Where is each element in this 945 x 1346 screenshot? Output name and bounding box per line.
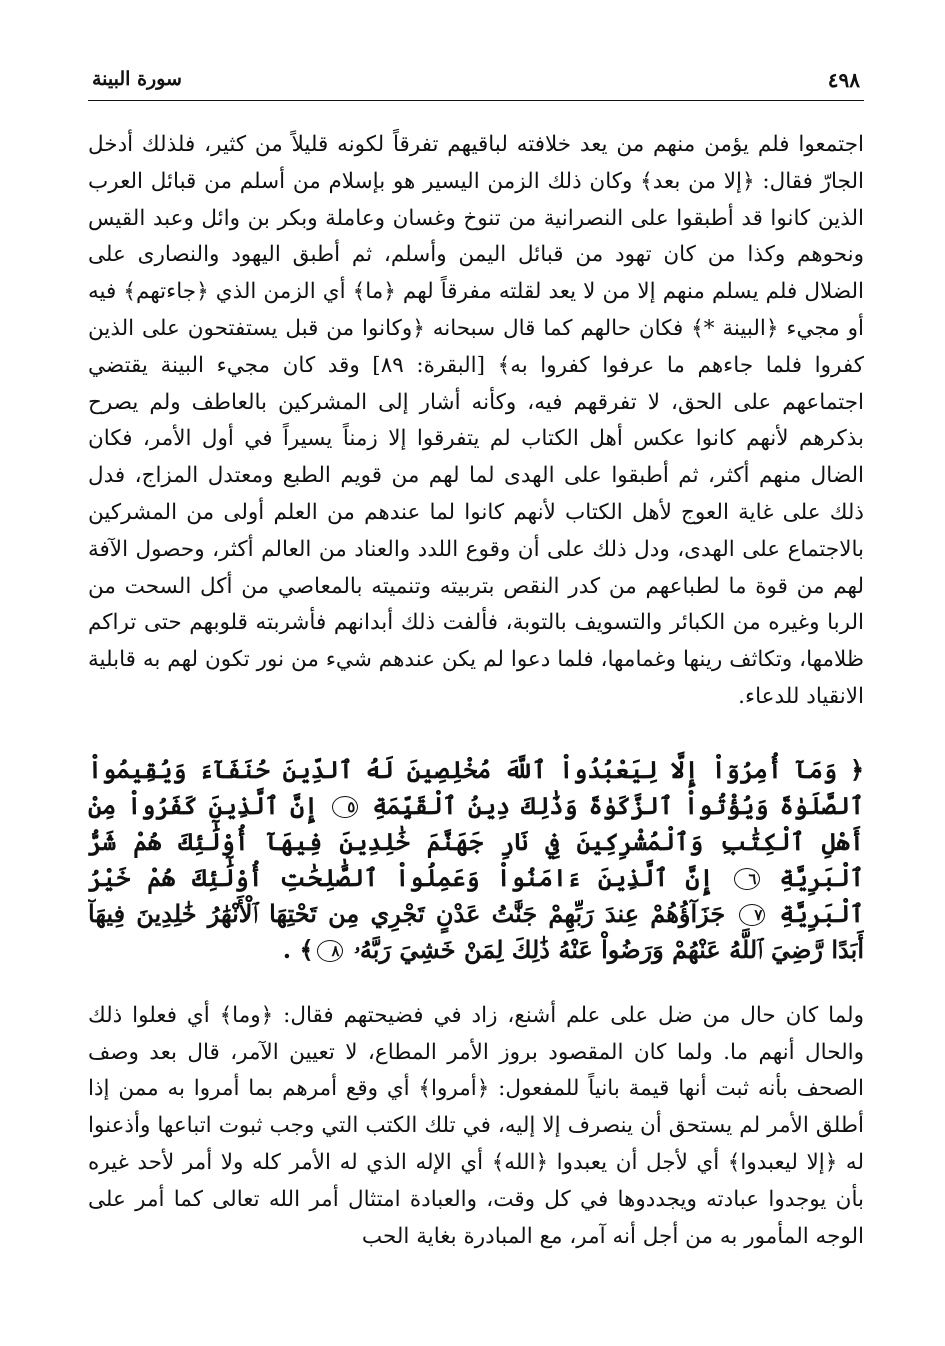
quran-end-mark: .: [282, 934, 292, 964]
quran-verses-block: [88, 752, 864, 968]
commentary-paragraph-1: اجتمعوا فلم يؤمن منهم من يعد خلافته لباقيهم تفرقاً لكونه قليلاً من كثير، فلذلك أدخل الجارّ فقال: ﴿إلا من بعد﴾ وكان ذلك الزمن اليسير هو بإسلام من أسلم من قبائل العرب الذين كانوا قد أطبقوا على النصرانية من تنوخ وغسان وعاملة وبكر بن وائل وعبد القيس ونحوهم وكذا من كان تهود من قبائل اليمن وأسلم، ثم أطبق اليهود والنصارى على الضلال فلم يسلم منهم إلا من لا يعد لقلته مفرقاً لهم ﴿ما﴾ أي الزمن الذي ﴿جاءتهم﴾ فيه أو مجيء ﴿البينة *﴾ فكان حالهم كما قال سبحانه ﴿وكانوا من قبل يستفتحون على الذين كفروا فلما جاءهم ما عرفوا كفروا به﴾ [البقرة: ٨٩] وقد كان مجيء البينة يقتضي اجتماعهم على الحق، لا تفرقهم فيه، وكأنه أشار إلى المشركين بالعاطف ولم يصرح بذكرهم لأنهم كانوا عكس أهل الكتاب لم يتفرقوا إلا زمناً يسيراً في أول الأمر، فكان الضال منهم أكثر، ثم أطبقوا على الهدى لما لهم من قويم الطبع ومعتدل المزاج، فدل ذلك على غاية العوج لأهل الكتاب لأنهم كانوا لما عندهم من العلم أولى من المشركين بالاجتماع على الهدى، ودل ذلك على أن وقوع اللدد والعناد من العالم أكثر، وحصول الآفة لهم من قوة ما لطباعهم من كدر النقص بتربيته وتنميته بالمعاصي من أكل السحت من الربا وغيره من الكبائر والتسويف بالتوبة، فألفت ذلك أبدانهم فأشربته قلوبهم حتى تراكم ظلامها، وتكاثف رينها وغمامها، فلما دعوا لم يكن عندهم شيء من نور تكون لهم به قابلية الانقياد للدعاء.: [88, 132, 864, 709]
page-header: [88, 62, 864, 101]
ayah-number-5: ٥: [332, 796, 358, 818]
quran-close-bracket: ﴾: [299, 934, 314, 964]
quran-verse-7: إِنَّ ٱلَّذِينَ ءَامَنُواْ وَعَمِلُواْ ٱلصَّٰلِحَٰتِ أُوْلَٰٓئِكَ هُمْ خَيْرُ ٱلْبَرِيَّةِ: [88, 862, 864, 928]
quran-open-bracket: ﴿: [849, 754, 864, 784]
ayah-number-6: ٦: [734, 868, 760, 890]
surah-title: سورة البينة: [92, 68, 182, 90]
quran-verse-8: جَزَآؤُهُمْ عِندَ رَبِّهِمْ جَنَّٰتُ عَدْنٍ تَجْرِي مِن تَحْتِهَا ٱلْأَنْهَٰرُ خَٰلِدِينَ فِيهَآ أَبَدًا رَّضِيَ ٱللَّهُ عَنْهُمْ وَرَضُواْ عَنْهُ ذَٰلِكَ لِمَنْ خَشِيَ رَبَّهُۥ: [88, 898, 864, 964]
ayah-number-8: ٨: [317, 940, 343, 962]
quran-verse-6: إِنَّ ٱلَّذِينَ كَفَرُواْ مِنْ أَهْلِ ٱلْكِتَٰبِ وَٱلْمُشْرِكِينَ فِي نَارِ جَهَنَّمَ خَٰلِدِينَ فِيهَآ أُوْلَٰٓئِكَ هُمْ شَرُّ ٱلْبَرِيَّةِ: [88, 790, 864, 892]
book-page: [88, 62, 864, 1322]
quran-verse-5: وَمَآ أُمِرُوٓاْ إِلَّا لِيَعْبُدُواْ ٱللَّهَ مُخْلِصِينَ لَهُ ٱلدِّينَ حُنَفَآءَ وَيُقِيمُواْ ٱلصَّلَوٰةَ وَيُؤْتُواْ ٱلزَّكَوٰةَ وَذَٰلِكَ دِينُ ٱلْقَيِّمَةِ: [88, 754, 864, 820]
commentary-paragraph-2: ولما كان حال من ضل على علم أشنع، زاد في فضيحتهم فقال: ﴿وما﴾ أي فعلوا ذلك والحال أنهم ما. ولما كان المقصود بروز الأمر المطاع، لا تعيين الآمر، قال بعد وصف الصحف بأنه ثبت أنها قيمة بانياً للمفعول: ﴿أمروا﴾ أي وقع أمرهم بما أمروا به ممن إذا أطلق الأمر لم يستحق أن ينصرف إلا إليه، في تلك الكتب التي وجب ثبوت اتباعها وأذعنوا له ﴿إلا ليعبدوا﴾ أي لأجل أن يعبدوا ﴿الله﴾ أي الإله الذي له الأمر كله ولا أمر لأحد غيره بأن يوجدوا عبادته ويجددوها في كل وقت، والعبادة امتثال أمر الله تعالى كما أمر على الوجه المأمور به من أجل أنه آمر، مع المبادرة بغاية الحب: [88, 1002, 864, 1249]
page-number: ٤٩٨: [827, 68, 860, 92]
ayah-number-7: ٧: [739, 904, 765, 926]
